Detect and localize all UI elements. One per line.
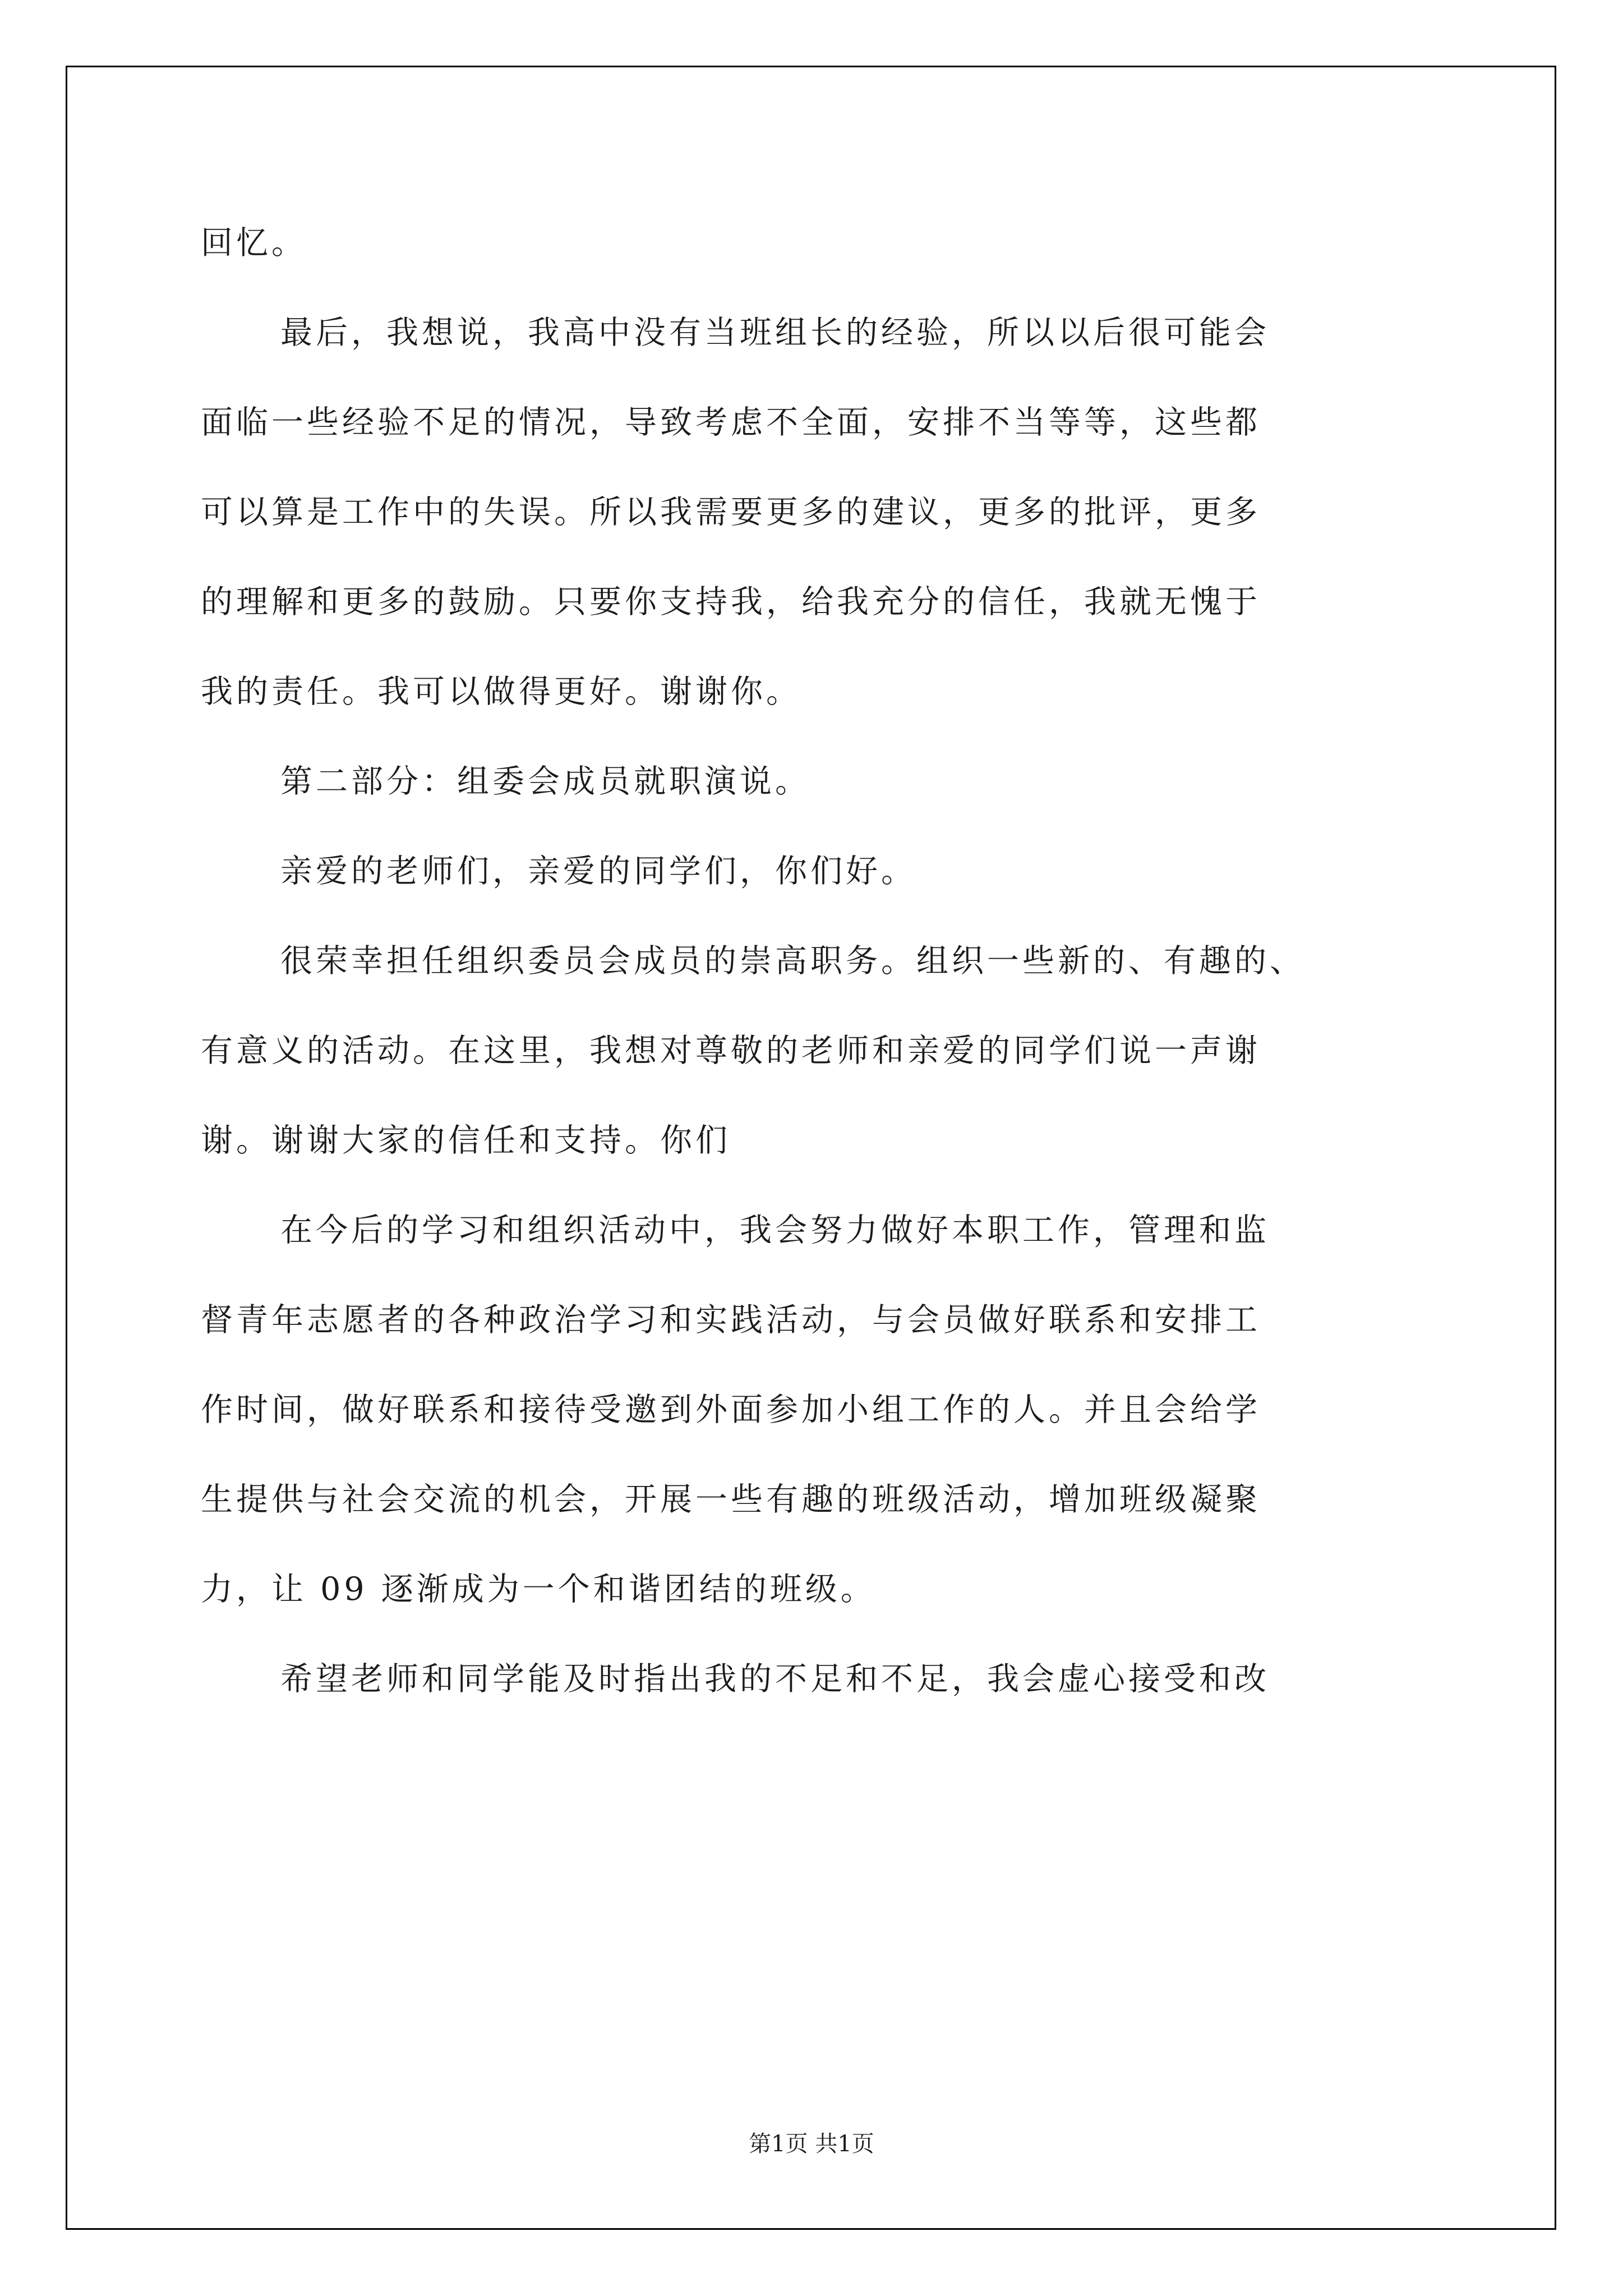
text-line: 面临一些经验不足的情况，导致考虑不全面，安排不当等等，这些都 — [201, 404, 1261, 441]
section-heading: 第二部分：组委会成员就职演说。 — [280, 763, 810, 800]
text-line: 力，让 09 逐渐成为一个和谐团结的班级。 — [201, 1571, 876, 1608]
text-line: 可以算是工作中的失误。所以我需要更多的建议，更多的批评，更多 — [201, 494, 1261, 531]
text-line: 谢。谢谢大家的信任和支持。你们 — [201, 1122, 731, 1159]
text-line: 亲爱的老师们，亲爱的同学们，你们好。 — [280, 853, 916, 890]
text-line: 希望老师和同学能及时指出我的不足和不足，我会虚心接受和改 — [280, 1660, 1270, 1697]
text-line: 生提供与社会交流的机会，开展一些有趣的班级活动，增加班级凝聚 — [201, 1481, 1261, 1518]
text-line: 的理解和更多的鼓励。只要你支持我，给我充分的信任，我就无愧于 — [201, 583, 1261, 620]
text-line: 在今后的学习和组织活动中，我会努力做好本职工作，管理和监 — [280, 1212, 1270, 1249]
text-line: 很荣幸担任组织委员会成员的崇高职务。组织一些新的、有趣的、 — [280, 942, 1305, 979]
page-number-footer: 第1页 共1页 — [749, 2131, 874, 2157]
text-line: 督青年志愿者的各种政治学习和实践活动，与会员做好联系和安排工 — [201, 1301, 1261, 1338]
text-line: 最后，我想说，我高中没有当班组长的经验，所以以后很可能会 — [280, 314, 1270, 351]
text-line: 我的责任。我可以做得更好。谢谢你。 — [201, 673, 801, 710]
text-line: 回忆。 — [201, 224, 307, 261]
text-line: 有意义的活动。在这里，我想对尊敬的老师和亲爱的同学们说一声谢 — [201, 1032, 1261, 1069]
text-line: 作时间，做好联系和接待受邀到外面参加小组工作的人。并且会给学 — [201, 1391, 1261, 1428]
